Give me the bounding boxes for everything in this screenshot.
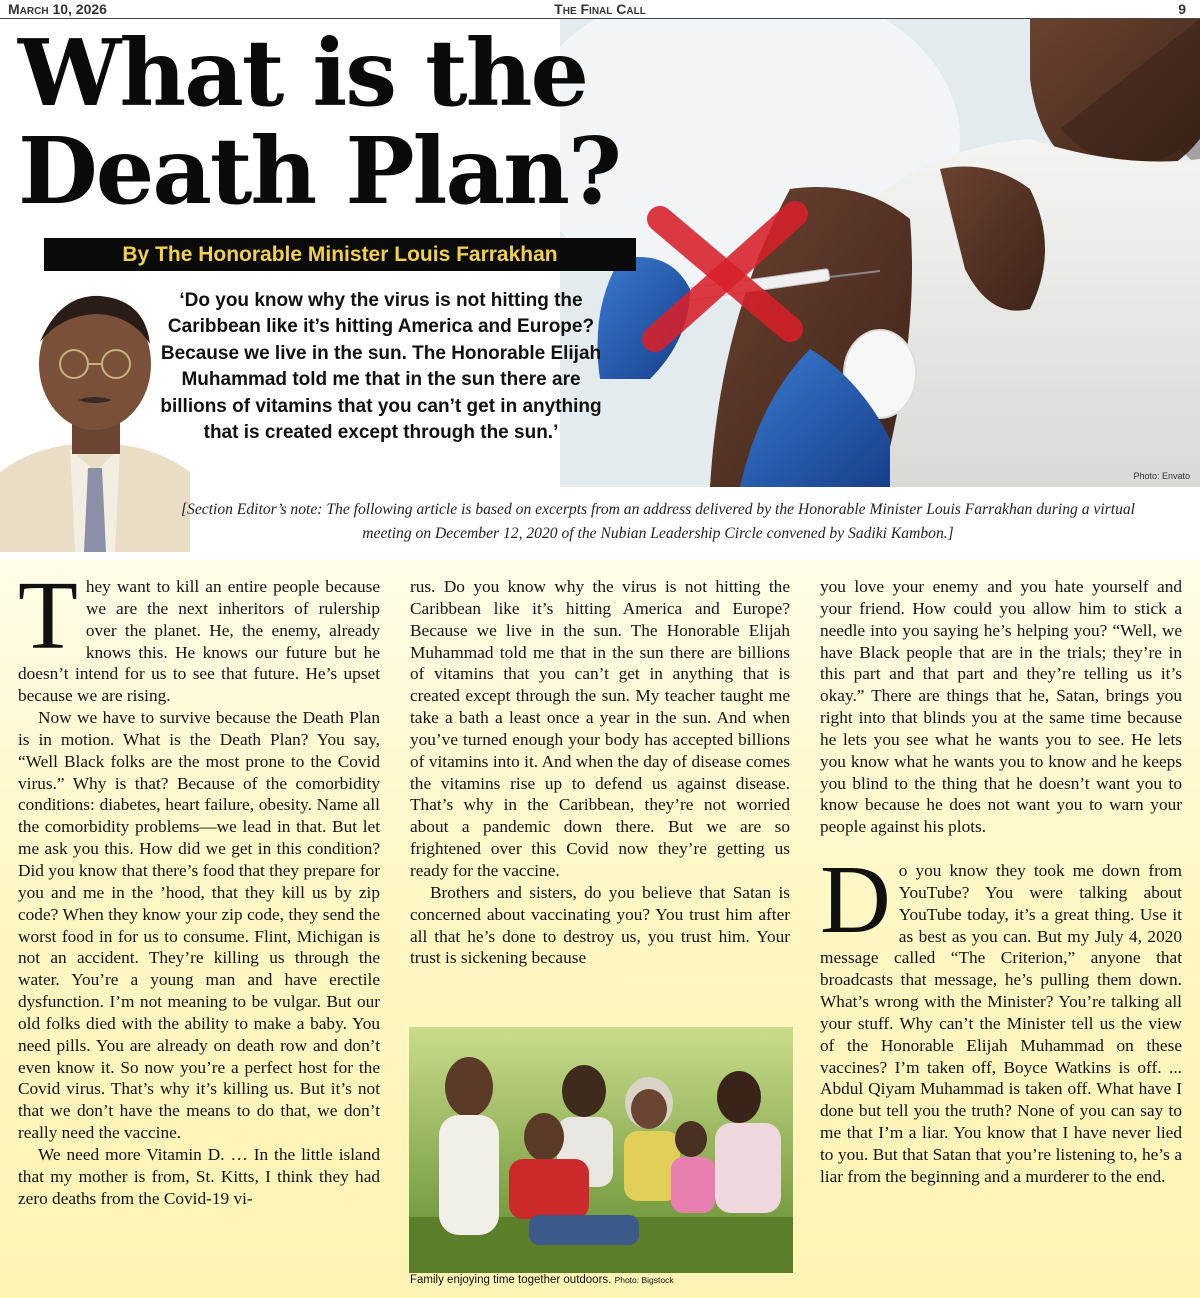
- article-paragraph: you love your enemy and you hate yourself and your friend. How could you allow him to stick a needle into you saying he’s helping you? “Well, we have Black people that are in the trials; they’re in this part and that part and they’re telling us it’s okay.” There are things that he, Satan, brings you right into that blinds you at the same time because he lets you see what he wants you to see. He lets you know what he wants you to know and he keeps you blind to the thing that he doesn’t want you to know because he does not want you to warn your people against his plots.: [820, 577, 1182, 837]
- article-paragraph: rus. Do you know why the virus is not hitting the Caribbean like it’s hitting America and Europe? Because we live in the sun. The Honorable Elijah Muhammad told me that in the sun there are billions of vitamins that you can’t get in anything that is created except through the sun. My teacher taught me take a bath a least once a year in the sun. And when you’ve turned enough your body has accepted billions of vitamins into it. And when the day of disease comes the vitamins rise up to defend us against disease. That’s why in the Caribbean, they’re not worried about a pandemic down there. But we are so frightened over this Covid now they’re getting us ready for the vaccine.: [410, 577, 790, 880]
- caption-credit: Photo: Bigstock: [614, 1275, 674, 1285]
- family-photo: [409, 1027, 793, 1273]
- article-paragraph: Now we have to survive because the Death Plan is in motion. What is the Death Plan? You say, “Well Black folks are the most prone to the Covid virus.” Why is that? Because of the comorbidity conditions: diabetes, heart failure, obesity. Name all the comorbidity problems—we lead in that. But let me ask you this. How did we get in this condition? Did you know that there’s food that they prepare for you and me in the ’hood, that they kill us by zip code? When they know your zip code, they send the worst food in for us to consume. Flint, Michigan is not an accident. They’re killing us through the water. You’re a young man and have erectile dysfunction. I’m not meaning to be vulgar. But our old folks died with the ability to make a baby. You need pills. You are already on death row and don’t even know it. So now you’re a perfect host for the Covid virus. That’s why it’s killing us. But it’s not that we don’t have the means to do that, we don’t really need the vaccine.: [18, 708, 380, 1143]
- caption-text: Family enjoying time together outdoors.: [410, 1274, 612, 1286]
- article-paragraph: [820, 845, 1182, 1188]
- drop-cap: T: [18, 562, 78, 670]
- hero-photo-credit: Photo: Envato: [1133, 471, 1190, 481]
- editor-note: [Section Editor’s note: The following article is based on excerpts from an address delivered by the Honorable Minister Louis Farrakhan during a virtual meeting on December 12, 2020 of the Nubian Leadership Circle convened by Sadiki Kambon.]: [180, 501, 1136, 542]
- article-paragraph: Brothers and sisters, do you believe that Satan is concerned about vaccinating you? You trust him after all that he’s done to destroy us, you trust him. Your trust is sickening because: [410, 882, 790, 968]
- byline-bar: By The Honorable Minister Louis Farrakhan: [44, 238, 636, 271]
- article-paragraph: We need more Vitamin D. … In the little island that my mother is from, St. Kitts, I think they had zero deaths from the Covid-19 vi-: [18, 1144, 380, 1208]
- article-column-3: [820, 576, 1182, 1188]
- page-number: 9: [1178, 1, 1186, 17]
- drop-cap: D: [820, 845, 891, 954]
- family-photo-caption: [410, 1274, 790, 1286]
- family-illustration: [409, 1027, 793, 1273]
- paragraph-text: o you know they took me down from YouTube? You were talking about YouTube today, it’s a great thing. Use it as best as you can. But my July 4, 2020 message called “The Criterion,” anyone that broadcasts that message, he’s pulling them down. What’s wrong with the Minister? You’re talking all your stuff. Why can’t the Minister tell us the view of the Honorable Elijah Muhammad on these vaccines? I’m taken off, Boyce Watkins is off. ... Abdul Qiyam Muhammad is taken off. What have I done but tell you the truth? None of you can say to me that I’m a liar. You know that I have never lied to you. But that Satan that you’re listening to, he’s a liar from the beginning and a murderer to the end.: [820, 860, 1182, 1186]
- paragraph-text: hey want to kill an entire people because we are the next inheritors of rulership over the planet. He, the enemy, already knows this. He knows our future but he doesn’t intend for us to see that future. He’s upset because we are rising.: [18, 577, 380, 706]
- headline-line-2: Death Plan?: [18, 117, 620, 225]
- masthead: [0, 0, 1200, 19]
- article-paragraph: [18, 562, 380, 707]
- headline-line-1: What is the: [18, 19, 588, 127]
- article-column-2: [410, 576, 790, 969]
- paper-name: The Final Call: [554, 1, 646, 17]
- issue-date: March 10, 2026: [8, 1, 107, 17]
- article-column-1: [18, 562, 380, 1209]
- pull-quote: ‘Do you know why the virus is not hitting the Caribbean like it’s hitting America and Europe? Because we live in the sun. The Honorable Elijah Muhammad told me that in the sun there are billions of vitamins that you can’t get in anything that is created except through the sun.’: [160, 290, 602, 444]
- headline: [18, 19, 738, 225]
